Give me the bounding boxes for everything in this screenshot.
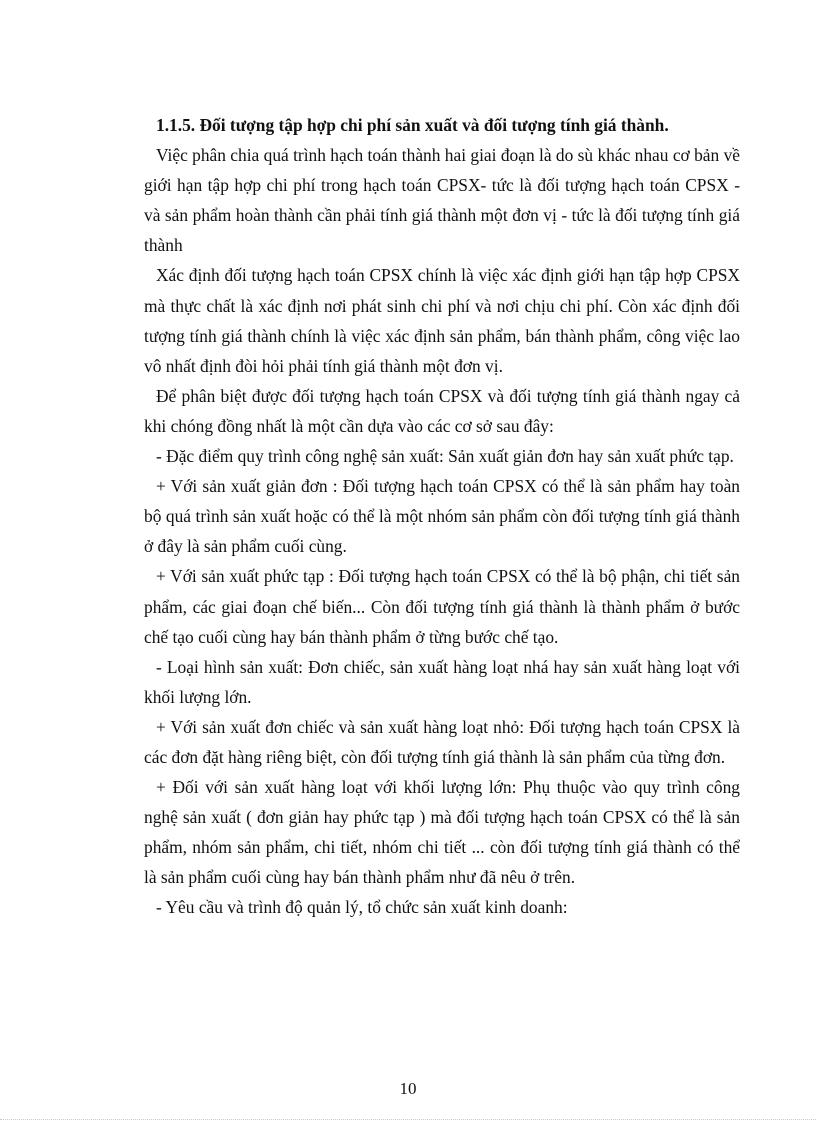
paragraph-2: Xác định đối tượng hạch toán CPSX chính là việc xác định giới hạn tập hợp CPSX mà thực chất là xác định nơi phát sinh chi phí và nơi chịu chi phí. Còn xác định đối tượng tính giá thành chính là việc xác định sản phẩm, bán thành phẩm, công việc lao vô nhất định đòi hỏi phải tính giá thành một đơn vị. — [144, 265, 740, 376]
paragraph-1: Việc phân chia quá trình hạch toán thành hai giai đoạn là do sù khác nhau cơ bản về giới hạn tập hợp chi phí trong hạch toán CPSX- tức là đối tượng hạch toán CPSX - và sản phẩm hoàn thành cần phải tính giá thành một đơn vị - tức là đối tượng tính giá thành — [144, 145, 740, 256]
page-number: 10 — [399, 1079, 417, 1098]
paragraph-7: - Loại hình sản xuất: Đơn chiếc, sản xuất hàng loạt nhá hay sản xuất hàng loạt với khối lượng lớn. — [144, 656, 740, 707]
paragraph-4: - Đặc điểm quy trình công nghệ sản xuất: Sản xuất giản đơn hay sản xuất phức tạp. — [156, 446, 734, 467]
paragraph-5: + Với sản xuất giản đơn : Đối tượng hạch toán CPSX có thể là sản phẩm hay toàn bộ quá trình sản xuất hoặc có thể là một nhóm sản phẩm còn đối tượng tính giá thành ở đây là sản phẩm cuối cùng. — [144, 476, 740, 557]
paragraph-6: + Với sản xuất phức tạp : Đối tượng hạch toán CPSX có thể là bộ phận, chi tiết sản phẩm, các giai đoạn chế biến... Còn đối tượng tính giá thành là thành phẩm ở bước chế tạo cuối cùng hay bán thành phẩm ở từng bước chế tạo. — [144, 566, 740, 647]
document-body — [144, 110, 740, 923]
page-bottom-divider — [0, 1119, 816, 1120]
paragraph-3: Để phân biệt được đối tượng hạch toán CPSX và đối tượng tính giá thành ngay cả khi chóng đồng nhất là một cần dựa vào các cơ sở sau đây: — [144, 385, 740, 436]
paragraph-10: - Yêu cầu và trình độ quản lý, tổ chức sản xuất kinh doanh: — [156, 897, 568, 918]
section-heading: 1.1.5. Đối tượng tập hợp chi phí sản xuất và đối tượng tính giá thành. — [156, 115, 669, 135]
paragraph-8: + Với sản xuất đơn chiếc và sản xuất hàng loạt nhỏ: Đối tượng hạch toán CPSX là các đơn đặt hàng riêng biệt, còn đối tượng tính giá thành là sản phẩm của từng đơn. — [144, 716, 740, 767]
paragraph-9: + Đối với sản xuất hàng loạt với khối lượng lớn: Phụ thuộc vào quy trình công nghệ sản xuất ( đơn giản hay phức tạp ) mà đối tượng hạch toán CPSX có thể là sản phẩm, nhóm sản phẩm, chi tiết, nhóm chi tiết ... còn đối tượng tính giá thành có thể là sản phẩm cuối cùng hay bán thành phẩm như đã nêu ở trên. — [144, 777, 740, 888]
